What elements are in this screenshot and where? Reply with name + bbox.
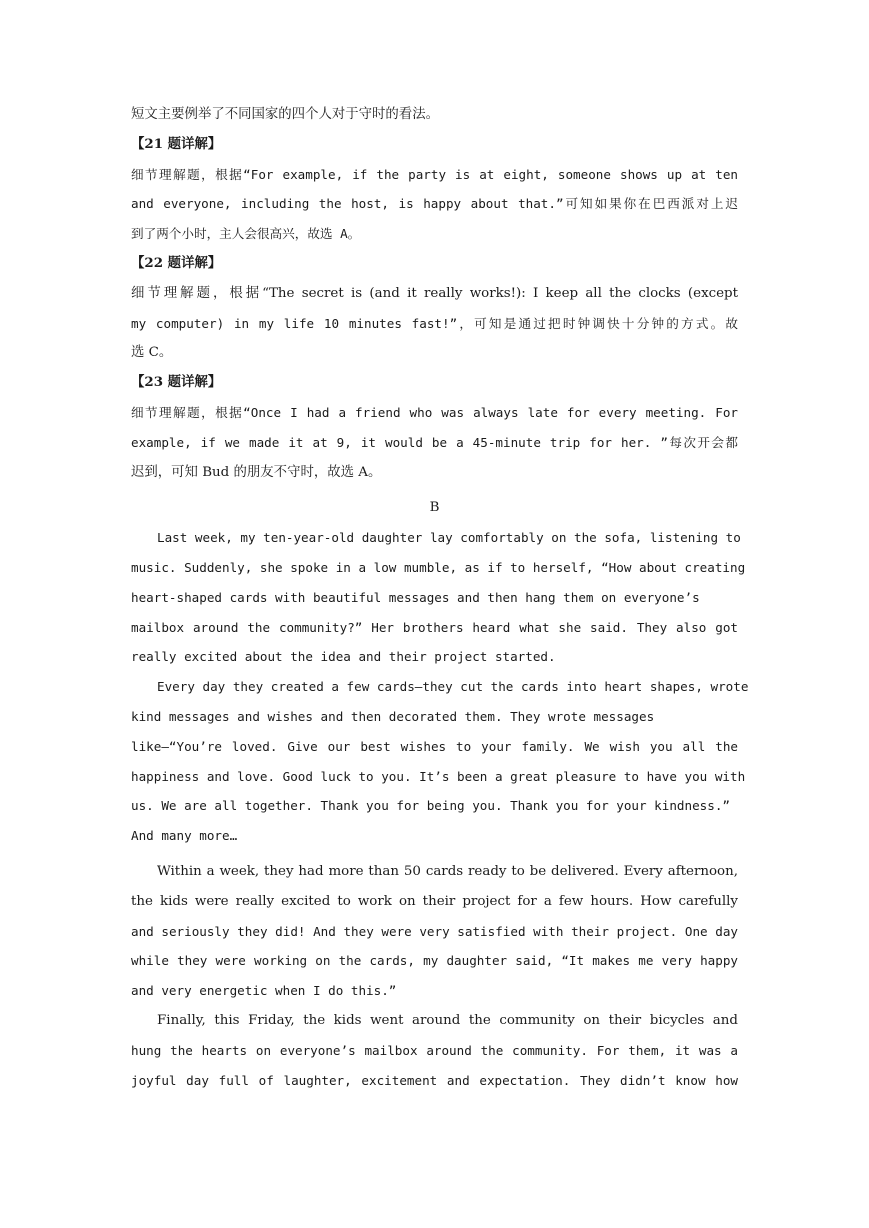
q22-line: 选 C。	[131, 345, 173, 361]
q23-line: 迟到，可知 Bud 的朋友不守时，故选 A。	[131, 464, 382, 480]
q23-line: 细节理解题，根据“Once I had a friend who was always late for every meeting. For	[131, 404, 738, 420]
q21-heading: 【21 题详解】	[131, 135, 222, 152]
passage-p4-line: hung the hearts on everyone’s mailbox around the community. For them, it was a	[131, 1042, 738, 1058]
passage-title: B	[429, 500, 440, 516]
passage-p3-line: the kids were really excited to work on their project for a few hours. How carefully	[131, 893, 738, 909]
q21-line: 细节理解题，根据“For example, if the party is at eight, someone shows up at ten	[131, 166, 738, 182]
q21-line: 到了两个小时，主人会很高兴，故选 A。	[131, 226, 361, 242]
summary-text: 短文主要例举了不同国家的四个人对于守时的看法。	[131, 107, 439, 122]
passage-p2-line: And many more…	[131, 828, 238, 844]
q22-line: my computer) in my life 10 minutes fast!”，可知是通过把时钟调快十分钟的方式。故	[131, 315, 738, 331]
passage-p2-line: Every day they created a few cards—they cut the cards into heart shapes, wrote	[157, 679, 749, 695]
passage-p1-line: heart-shaped cards with beautiful messages and then hang them on everyone’s	[131, 589, 700, 605]
passage-p4-line: Finally, this Friday, the kids went around the community on their bicycles and	[157, 1012, 738, 1028]
passage-p3-line: and very energetic when I do this.”	[131, 983, 397, 999]
passage-p3-line: while they were working on the cards, my daughter said, “It makes me very happy	[131, 953, 738, 969]
q21-line: and everyone, including the host, is happy about that.”可知如果你在巴西派对上迟	[131, 196, 738, 212]
passage-p1-line: really excited about the idea and their project started.	[131, 649, 556, 665]
passage-p2-line: kind messages and wishes and then decorated them. They wrote messages	[131, 708, 655, 724]
q22-heading: 【22 题详解】	[131, 254, 222, 271]
q23-heading: 【23 题详解】	[131, 374, 222, 391]
q22-line: 细节理解题，根据“The secret is (and it really works!): I keep all the clocks (except	[131, 285, 738, 301]
passage-p2-line: happiness and love. Good luck to you. It’s been a great pleasure to have you with	[131, 768, 746, 784]
passage-p1-line: music. Suddenly, she spoke in a low mumble, as if to herself, “How about creating	[131, 559, 746, 575]
document-body	[131, 100, 749, 1095]
q23-line: example, if we made it at 9, it would be a 45-minute trip for her. ”每次开会都	[131, 434, 738, 450]
passage-p3-line: and seriously they did! And they were very satisfied with their project. One day	[131, 923, 738, 939]
passage-p1-line: mailbox around the community?” Her brothers heard what she said. They also got	[131, 619, 738, 635]
passage-p3-line: Within a week, they had more than 50 cards ready to be delivered. Every afternoon,	[157, 863, 738, 879]
passage-p1-line: Last week, my ten-year-old daughter lay comfortably on the sofa, listening to	[157, 530, 741, 546]
passage-p4-line: joyful day full of laughter, excitement and expectation. They didn’t know how	[131, 1072, 738, 1088]
passage-p2-line: like—“You’re loved. Give our best wishes to your family. We wish you all the	[131, 738, 738, 754]
passage-p2-line: us. We are all together. Thank you for being you. Thank you for your kindness.”	[131, 798, 730, 814]
